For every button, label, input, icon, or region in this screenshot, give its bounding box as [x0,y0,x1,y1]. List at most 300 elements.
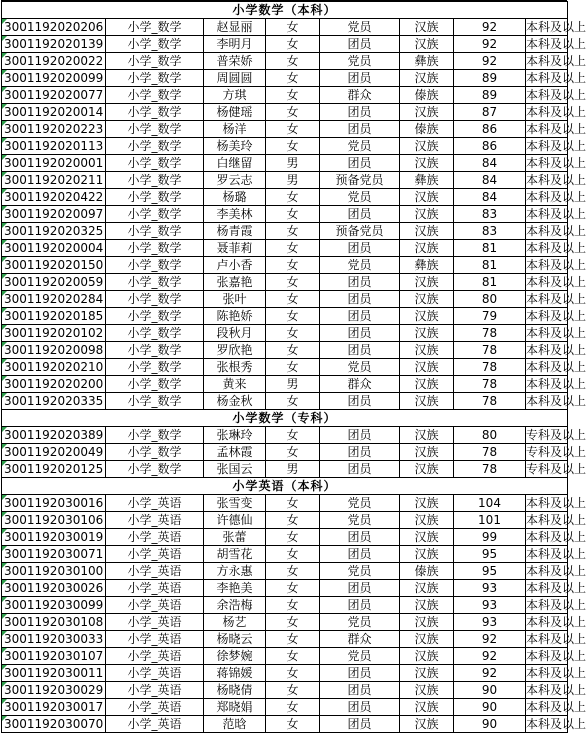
gender-cell[interactable]: 女 [266,36,320,53]
name-cell[interactable]: 杨晓云 [204,631,266,648]
political-status-cell[interactable]: 党员 [320,189,400,206]
name-cell[interactable]: 周圆圆 [204,70,266,87]
education-cell[interactable]: 本科及以上 [526,172,586,187]
ethnicity-cell[interactable]: 汉族 [400,274,454,291]
score-cell[interactable]: 86 [454,121,526,138]
name-cell[interactable]: 赵显丽 [204,19,266,36]
name-cell[interactable]: 聂菲莉 [204,240,266,257]
education-cell[interactable]: 本科及以上 [526,189,586,204]
ethnicity-cell[interactable]: 汉族 [400,376,454,393]
gender-cell[interactable]: 女 [266,274,320,291]
candidate-id-cell[interactable]: 3001192020150 [2,257,106,274]
education-cell[interactable]: 本科及以上 [526,308,586,323]
gender-cell[interactable]: 女 [266,19,320,36]
major-cell[interactable]: 小学_数学 [106,444,204,461]
score-cell[interactable]: 78 [454,461,526,478]
candidate-id-cell[interactable]: 3001192020185 [2,308,106,325]
score-cell[interactable]: 86 [454,138,526,155]
education-cell[interactable]: 本科及以上 [526,393,586,408]
candidate-id-cell[interactable]: 3001192030011 [2,665,106,682]
ethnicity-cell[interactable]: 汉族 [400,104,454,121]
education-cell[interactable]: 本科及以上 [526,206,586,221]
candidate-id-cell[interactable]: 3001192030099 [2,597,106,614]
political-status-cell[interactable]: 团员 [320,716,400,733]
score-cell[interactable]: 80 [454,291,526,308]
education-cell[interactable]: 本科及以上 [526,121,586,136]
score-cell[interactable]: 93 [454,614,526,631]
score-cell[interactable]: 83 [454,206,526,223]
candidate-id-cell[interactable]: 3001192020125 [2,461,106,478]
name-cell[interactable]: 杨洋 [204,121,266,138]
name-cell[interactable]: 余浩梅 [204,597,266,614]
major-cell[interactable]: 小学_英语 [106,580,204,597]
candidate-id-cell[interactable]: 3001192020014 [2,104,106,121]
ethnicity-cell[interactable]: 汉族 [400,36,454,53]
political-status-cell[interactable]: 团员 [320,461,400,478]
name-cell[interactable]: 孟林霞 [204,444,266,461]
ethnicity-cell[interactable]: 汉族 [400,189,454,206]
political-status-cell[interactable]: 团员 [320,240,400,257]
candidate-id-cell[interactable]: 3001192020099 [2,70,106,87]
gender-cell[interactable]: 女 [266,53,320,70]
education-cell[interactable]: 本科及以上 [526,631,586,646]
education-cell[interactable]: 本科及以上 [526,716,586,731]
major-cell[interactable]: 小学_英语 [106,614,204,631]
candidate-id-cell[interactable]: 3001192020389 [2,427,106,444]
candidate-id-cell[interactable]: 3001192030070 [2,716,106,733]
major-cell[interactable]: 小学_英语 [106,716,204,733]
major-cell[interactable]: 小学_英语 [106,563,204,580]
major-cell[interactable]: 小学_数学 [106,104,204,121]
gender-cell[interactable]: 女 [266,580,320,597]
candidate-id-cell[interactable]: 3001192020206 [2,19,106,36]
name-cell[interactable]: 李艳美 [204,580,266,597]
gender-cell[interactable]: 女 [266,342,320,359]
candidate-id-cell[interactable]: 3001192020113 [2,138,106,155]
ethnicity-cell[interactable]: 汉族 [400,206,454,223]
gender-cell[interactable]: 男 [266,376,320,393]
ethnicity-cell[interactable]: 彝族 [400,257,454,274]
ethnicity-cell[interactable]: 汉族 [400,529,454,546]
education-cell[interactable]: 本科及以上 [526,291,586,306]
education-cell[interactable]: 本科及以上 [526,342,586,357]
score-cell[interactable]: 81 [454,274,526,291]
score-cell[interactable]: 93 [454,580,526,597]
gender-cell[interactable]: 女 [266,427,320,444]
score-cell[interactable]: 84 [454,155,526,172]
major-cell[interactable]: 小学_数学 [106,325,204,342]
political-status-cell[interactable]: 团员 [320,155,400,172]
name-cell[interactable]: 卢小香 [204,257,266,274]
gender-cell[interactable]: 女 [266,291,320,308]
political-status-cell[interactable]: 团员 [320,427,400,444]
name-cell[interactable]: 杨璐 [204,189,266,206]
major-cell[interactable]: 小学_数学 [106,172,204,189]
education-cell[interactable]: 本科及以上 [526,19,586,34]
gender-cell[interactable]: 女 [266,631,320,648]
major-cell[interactable]: 小学_数学 [106,138,204,155]
major-cell[interactable]: 小学_数学 [106,359,204,376]
name-cell[interactable]: 张雪变 [204,495,266,512]
major-cell[interactable]: 小学_数学 [106,257,204,274]
gender-cell[interactable]: 女 [266,240,320,257]
gender-cell[interactable]: 女 [266,444,320,461]
ethnicity-cell[interactable]: 汉族 [400,699,454,716]
education-cell[interactable]: 专科及以上 [526,427,586,442]
score-cell[interactable]: 90 [454,699,526,716]
major-cell[interactable]: 小学_英语 [106,631,204,648]
candidate-id-cell[interactable]: 3001192030106 [2,512,106,529]
score-cell[interactable]: 87 [454,104,526,121]
education-cell[interactable]: 本科及以上 [526,104,586,119]
ethnicity-cell[interactable]: 汉族 [400,461,454,478]
major-cell[interactable]: 小学_英语 [106,682,204,699]
gender-cell[interactable]: 女 [266,87,320,104]
political-status-cell[interactable]: 团员 [320,546,400,563]
name-cell[interactable]: 陈艳娇 [204,308,266,325]
ethnicity-cell[interactable]: 汉族 [400,138,454,155]
name-cell[interactable]: 蒋锦媛 [204,665,266,682]
candidate-id-cell[interactable]: 3001192030019 [2,529,106,546]
gender-cell[interactable]: 男 [266,461,320,478]
ethnicity-cell[interactable]: 汉族 [400,512,454,529]
candidate-id-cell[interactable]: 3001192020001 [2,155,106,172]
name-cell[interactable]: 杨晓倩 [204,682,266,699]
candidate-id-cell[interactable]: 3001192030108 [2,614,106,631]
major-cell[interactable]: 小学_英语 [106,495,204,512]
score-cell[interactable]: 99 [454,529,526,546]
ethnicity-cell[interactable]: 傣族 [400,87,454,104]
gender-cell[interactable]: 女 [266,104,320,121]
education-cell[interactable]: 本科及以上 [526,495,586,510]
education-cell[interactable]: 本科及以上 [526,325,586,340]
candidate-id-cell[interactable]: 3001192020325 [2,223,106,240]
gender-cell[interactable]: 女 [266,614,320,631]
candidate-id-cell[interactable]: 3001192020211 [2,172,106,189]
ethnicity-cell[interactable]: 汉族 [400,240,454,257]
major-cell[interactable]: 小学_数学 [106,19,204,36]
candidate-id-cell[interactable]: 3001192030026 [2,580,106,597]
major-cell[interactable]: 小学_英语 [106,699,204,716]
education-cell[interactable]: 本科及以上 [526,699,586,714]
candidate-id-cell[interactable]: 3001192030100 [2,563,106,580]
ethnicity-cell[interactable]: 汉族 [400,682,454,699]
score-cell[interactable]: 78 [454,393,526,410]
name-cell[interactable]: 方永惠 [204,563,266,580]
education-cell[interactable]: 本科及以上 [526,155,586,170]
gender-cell[interactable]: 女 [266,121,320,138]
score-cell[interactable]: 78 [454,342,526,359]
ethnicity-cell[interactable]: 汉族 [400,648,454,665]
political-status-cell[interactable]: 团员 [320,529,400,546]
major-cell[interactable]: 小学_数学 [106,189,204,206]
name-cell[interactable]: 罗云志 [204,172,266,189]
score-cell[interactable]: 79 [454,308,526,325]
gender-cell[interactable]: 女 [266,682,320,699]
name-cell[interactable]: 张叶 [204,291,266,308]
education-cell[interactable]: 本科及以上 [526,580,586,595]
candidate-id-cell[interactable]: 3001192020200 [2,376,106,393]
ethnicity-cell[interactable]: 汉族 [400,308,454,325]
candidate-id-cell[interactable]: 3001192030071 [2,546,106,563]
name-cell[interactable]: 杨健瑶 [204,104,266,121]
name-cell[interactable]: 杨金秋 [204,393,266,410]
score-cell[interactable]: 95 [454,563,526,580]
gender-cell[interactable]: 女 [266,325,320,342]
candidate-id-cell[interactable]: 3001192020102 [2,325,106,342]
ethnicity-cell[interactable]: 汉族 [400,223,454,240]
candidate-id-cell[interactable]: 3001192030107 [2,648,106,665]
gender-cell[interactable]: 女 [266,189,320,206]
score-cell[interactable]: 80 [454,427,526,444]
political-status-cell[interactable]: 群众 [320,631,400,648]
ethnicity-cell[interactable]: 汉族 [400,70,454,87]
education-cell[interactable]: 本科及以上 [526,563,586,578]
major-cell[interactable]: 小学_数学 [106,121,204,138]
major-cell[interactable]: 小学_数学 [106,53,204,70]
major-cell[interactable]: 小学_数学 [106,376,204,393]
name-cell[interactable]: 方琪 [204,87,266,104]
education-cell[interactable]: 本科及以上 [526,546,586,561]
ethnicity-cell[interactable]: 汉族 [400,665,454,682]
ethnicity-cell[interactable]: 傣族 [400,563,454,580]
political-status-cell[interactable]: 党员 [320,257,400,274]
education-cell[interactable]: 本科及以上 [526,648,586,663]
name-cell[interactable]: 郑晓娟 [204,699,266,716]
gender-cell[interactable]: 女 [266,716,320,733]
education-cell[interactable]: 本科及以上 [526,682,586,697]
gender-cell[interactable]: 男 [266,155,320,172]
political-status-cell[interactable]: 团员 [320,665,400,682]
score-cell[interactable]: 92 [454,53,526,70]
gender-cell[interactable]: 女 [266,665,320,682]
education-cell[interactable]: 本科及以上 [526,614,586,629]
gender-cell[interactable]: 女 [266,597,320,614]
political-status-cell[interactable]: 党员 [320,614,400,631]
education-cell[interactable]: 本科及以上 [526,53,586,68]
name-cell[interactable]: 李美林 [204,206,266,223]
gender-cell[interactable]: 女 [266,529,320,546]
score-cell[interactable]: 78 [454,359,526,376]
name-cell[interactable]: 普荣娇 [204,53,266,70]
education-cell[interactable]: 本科及以上 [526,274,586,289]
ethnicity-cell[interactable]: 汉族 [400,495,454,512]
political-status-cell[interactable]: 党员 [320,563,400,580]
score-cell[interactable]: 92 [454,19,526,36]
name-cell[interactable]: 黄来 [204,376,266,393]
ethnicity-cell[interactable]: 汉族 [400,155,454,172]
political-status-cell[interactable]: 团员 [320,580,400,597]
candidate-id-cell[interactable]: 3001192020335 [2,393,106,410]
political-status-cell[interactable]: 团员 [320,325,400,342]
name-cell[interactable]: 杨青霞 [204,223,266,240]
major-cell[interactable]: 小学_数学 [106,155,204,172]
political-status-cell[interactable]: 团员 [320,597,400,614]
name-cell[interactable]: 张蕾 [204,529,266,546]
major-cell[interactable]: 小学_数学 [106,393,204,410]
candidate-id-cell[interactable]: 3001192030029 [2,682,106,699]
name-cell[interactable]: 徐梦婉 [204,648,266,665]
score-cell[interactable]: 90 [454,716,526,733]
score-cell[interactable]: 95 [454,546,526,563]
education-cell[interactable]: 本科及以上 [526,597,586,612]
gender-cell[interactable]: 女 [266,206,320,223]
major-cell[interactable]: 小学_数学 [106,36,204,53]
gender-cell[interactable]: 女 [266,546,320,563]
name-cell[interactable]: 张根秀 [204,359,266,376]
political-status-cell[interactable]: 党员 [320,53,400,70]
score-cell[interactable]: 92 [454,631,526,648]
candidate-id-cell[interactable]: 3001192030017 [2,699,106,716]
education-cell[interactable]: 本科及以上 [526,359,586,374]
name-cell[interactable]: 张琳玲 [204,427,266,444]
name-cell[interactable]: 胡雪花 [204,546,266,563]
ethnicity-cell[interactable]: 汉族 [400,444,454,461]
candidate-id-cell[interactable]: 3001192020077 [2,87,106,104]
score-cell[interactable]: 90 [454,682,526,699]
major-cell[interactable]: 小学_数学 [106,427,204,444]
score-cell[interactable]: 78 [454,325,526,342]
political-status-cell[interactable]: 团员 [320,36,400,53]
education-cell[interactable]: 本科及以上 [526,87,586,102]
gender-cell[interactable]: 女 [266,359,320,376]
political-status-cell[interactable]: 预备党员 [320,223,400,240]
ethnicity-cell[interactable]: 汉族 [400,291,454,308]
name-cell[interactable]: 张国云 [204,461,266,478]
political-status-cell[interactable]: 团员 [320,206,400,223]
major-cell[interactable]: 小学_数学 [106,274,204,291]
candidate-id-cell[interactable]: 3001192020022 [2,53,106,70]
score-cell[interactable]: 81 [454,257,526,274]
ethnicity-cell[interactable]: 汉族 [400,19,454,36]
ethnicity-cell[interactable]: 汉族 [400,597,454,614]
major-cell[interactable]: 小学_英语 [106,665,204,682]
ethnicity-cell[interactable]: 彝族 [400,172,454,189]
score-cell[interactable]: 93 [454,597,526,614]
score-cell[interactable]: 89 [454,70,526,87]
political-status-cell[interactable]: 团员 [320,393,400,410]
ethnicity-cell[interactable]: 汉族 [400,716,454,733]
education-cell[interactable]: 本科及以上 [526,240,586,255]
ethnicity-cell[interactable]: 彝族 [400,53,454,70]
gender-cell[interactable]: 女 [266,495,320,512]
gender-cell[interactable]: 女 [266,223,320,240]
political-status-cell[interactable]: 团员 [320,699,400,716]
major-cell[interactable]: 小学_数学 [106,206,204,223]
candidate-id-cell[interactable]: 3001192030033 [2,631,106,648]
political-status-cell[interactable]: 团员 [320,104,400,121]
name-cell[interactable]: 李明月 [204,36,266,53]
score-cell[interactable]: 92 [454,648,526,665]
political-status-cell[interactable]: 团员 [320,274,400,291]
education-cell[interactable]: 本科及以上 [526,529,586,544]
education-cell[interactable]: 本科及以上 [526,36,586,51]
major-cell[interactable]: 小学_英语 [106,512,204,529]
education-cell[interactable]: 专科及以上 [526,444,586,459]
education-cell[interactable]: 本科及以上 [526,376,586,391]
score-cell[interactable]: 84 [454,172,526,189]
education-cell[interactable]: 本科及以上 [526,257,586,272]
ethnicity-cell[interactable]: 傣族 [400,121,454,138]
ethnicity-cell[interactable]: 汉族 [400,342,454,359]
political-status-cell[interactable]: 群众 [320,87,400,104]
gender-cell[interactable]: 女 [266,138,320,155]
candidate-id-cell[interactable]: 3001192020098 [2,342,106,359]
political-status-cell[interactable]: 群众 [320,376,400,393]
candidate-id-cell[interactable]: 3001192020097 [2,206,106,223]
political-status-cell[interactable]: 团员 [320,291,400,308]
gender-cell[interactable]: 女 [266,699,320,716]
political-status-cell[interactable]: 党员 [320,19,400,36]
major-cell[interactable]: 小学_数学 [106,342,204,359]
gender-cell[interactable]: 女 [266,563,320,580]
score-cell[interactable]: 83 [454,223,526,240]
score-cell[interactable]: 92 [454,665,526,682]
major-cell[interactable]: 小学_数学 [106,223,204,240]
name-cell[interactable]: 杨艺 [204,614,266,631]
ethnicity-cell[interactable]: 汉族 [400,631,454,648]
gender-cell[interactable]: 女 [266,393,320,410]
major-cell[interactable]: 小学_数学 [106,240,204,257]
major-cell[interactable]: 小学_英语 [106,648,204,665]
candidate-id-cell[interactable]: 3001192020210 [2,359,106,376]
political-status-cell[interactable]: 团员 [320,342,400,359]
political-status-cell[interactable]: 团员 [320,308,400,325]
candidate-id-cell[interactable]: 3001192020284 [2,291,106,308]
education-cell[interactable]: 本科及以上 [526,223,586,238]
education-cell[interactable]: 本科及以上 [526,665,586,680]
ethnicity-cell[interactable]: 汉族 [400,614,454,631]
political-status-cell[interactable]: 党员 [320,138,400,155]
ethnicity-cell[interactable]: 汉族 [400,359,454,376]
name-cell[interactable]: 杨美玲 [204,138,266,155]
candidate-id-cell[interactable]: 3001192020059 [2,274,106,291]
gender-cell[interactable]: 女 [266,648,320,665]
score-cell[interactable]: 89 [454,87,526,104]
ethnicity-cell[interactable]: 汉族 [400,580,454,597]
name-cell[interactable]: 段秋月 [204,325,266,342]
political-status-cell[interactable]: 团员 [320,121,400,138]
major-cell[interactable]: 小学_数学 [106,87,204,104]
candidate-id-cell[interactable]: 3001192020223 [2,121,106,138]
major-cell[interactable]: 小学_数学 [106,308,204,325]
score-cell[interactable]: 92 [454,36,526,53]
political-status-cell[interactable]: 团员 [320,70,400,87]
name-cell[interactable]: 罗欣艳 [204,342,266,359]
education-cell[interactable]: 本科及以上 [526,70,586,85]
gender-cell[interactable]: 女 [266,257,320,274]
gender-cell[interactable]: 女 [266,308,320,325]
score-cell[interactable]: 104 [454,495,526,512]
ethnicity-cell[interactable]: 汉族 [400,546,454,563]
major-cell[interactable]: 小学_数学 [106,291,204,308]
score-cell[interactable]: 101 [454,512,526,529]
score-cell[interactable]: 81 [454,240,526,257]
ethnicity-cell[interactable]: 汉族 [400,325,454,342]
name-cell[interactable]: 白继留 [204,155,266,172]
score-cell[interactable]: 78 [454,444,526,461]
political-status-cell[interactable]: 党员 [320,495,400,512]
gender-cell[interactable]: 男 [266,172,320,189]
ethnicity-cell[interactable]: 汉族 [400,393,454,410]
major-cell[interactable]: 小学_英语 [106,529,204,546]
ethnicity-cell[interactable]: 汉族 [400,427,454,444]
score-cell[interactable]: 78 [454,376,526,393]
gender-cell[interactable]: 女 [266,70,320,87]
major-cell[interactable]: 小学_数学 [106,70,204,87]
major-cell[interactable]: 小学_数学 [106,461,204,478]
gender-cell[interactable]: 女 [266,512,320,529]
